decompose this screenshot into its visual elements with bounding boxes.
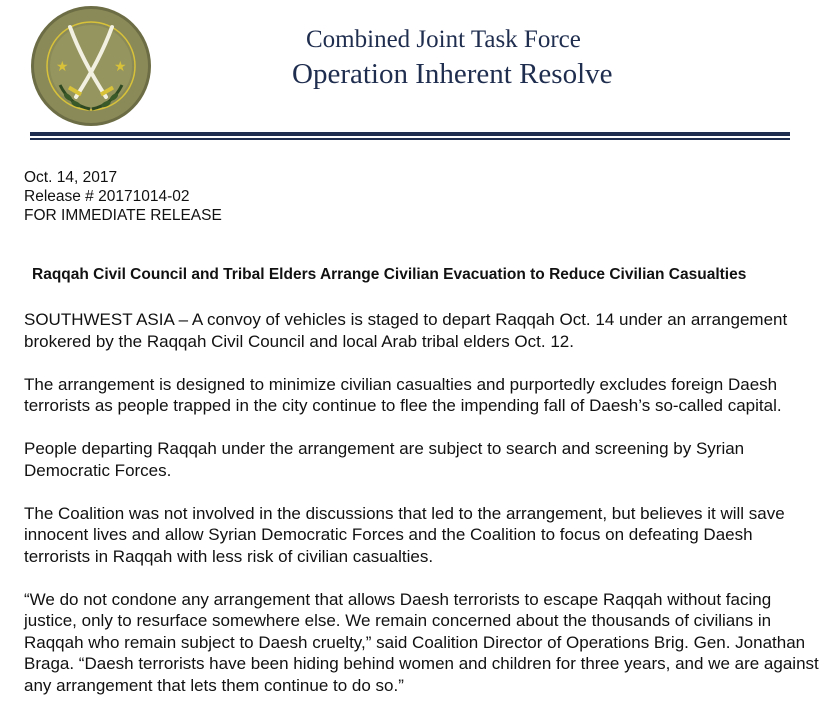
header-rule-thick	[30, 132, 790, 136]
body-paragraph: “We do not condone any arrangement that allows Daesh terrorists to escape Raqqah without facing justice, only to resurface somewhere else. We remain concerned about the thousands of civilians in Raqqah who remain subject to Daesh cruelty,” said Coalition Director of Operations Brig. Gen. Jonathan Braga. “Daesh terrorists have been hiding behind women and children for three years, and we are against any arrangement that lets them continue to do so.”	[24, 589, 819, 695]
org-name-line2: Operation Inherent Resolve	[292, 58, 613, 90]
org-name-line1: Combined Joint Task Force	[306, 26, 581, 53]
release-number: Release # 20171014-02	[24, 188, 190, 205]
body-paragraph: People departing Raqqah under the arrangement are subject to search and screening by Syrian Democratic Forces.	[24, 439, 745, 480]
body-paragraph: The arrangement is designed to minimize civilian casualties and purportedly excludes foreign Daesh terrorists as people trapped in the city continue to flee the impending fall of Daesh’s so-called capital.	[24, 374, 782, 415]
press-release-body	[24, 309, 822, 718]
cjtf-oir-seal-icon	[30, 5, 152, 127]
letterhead	[0, 0, 825, 160]
release-info	[24, 168, 222, 225]
release-status: FOR IMMEDIATE RELEASE	[24, 207, 222, 224]
press-release-headline: Raqqah Civil Council and Tribal Elders Arrange Civilian Evacuation to Reduce Civilian Casualties	[32, 266, 747, 283]
body-paragraph: The Coalition was not involved in the discussions that led to the arrangement, but believes it will save innocent lives and allow Syrian Democratic Forces and the Coalition to focus on defeating Daesh terrorists in Raqqah with less risk of civilian casualties.	[24, 503, 785, 566]
svg-text:★: ★	[114, 59, 127, 75]
body-paragraph: SOUTHWEST ASIA – A convoy of vehicles is staged to depart Raqqah Oct. 14 under an arrangement brokered by the Raqqah Civil Council and local Arab tribal elders Oct. 12.	[24, 310, 788, 351]
svg-text:★: ★	[56, 59, 69, 75]
release-date: Oct. 14, 2017	[24, 169, 118, 186]
header-rule-thin	[30, 138, 790, 140]
